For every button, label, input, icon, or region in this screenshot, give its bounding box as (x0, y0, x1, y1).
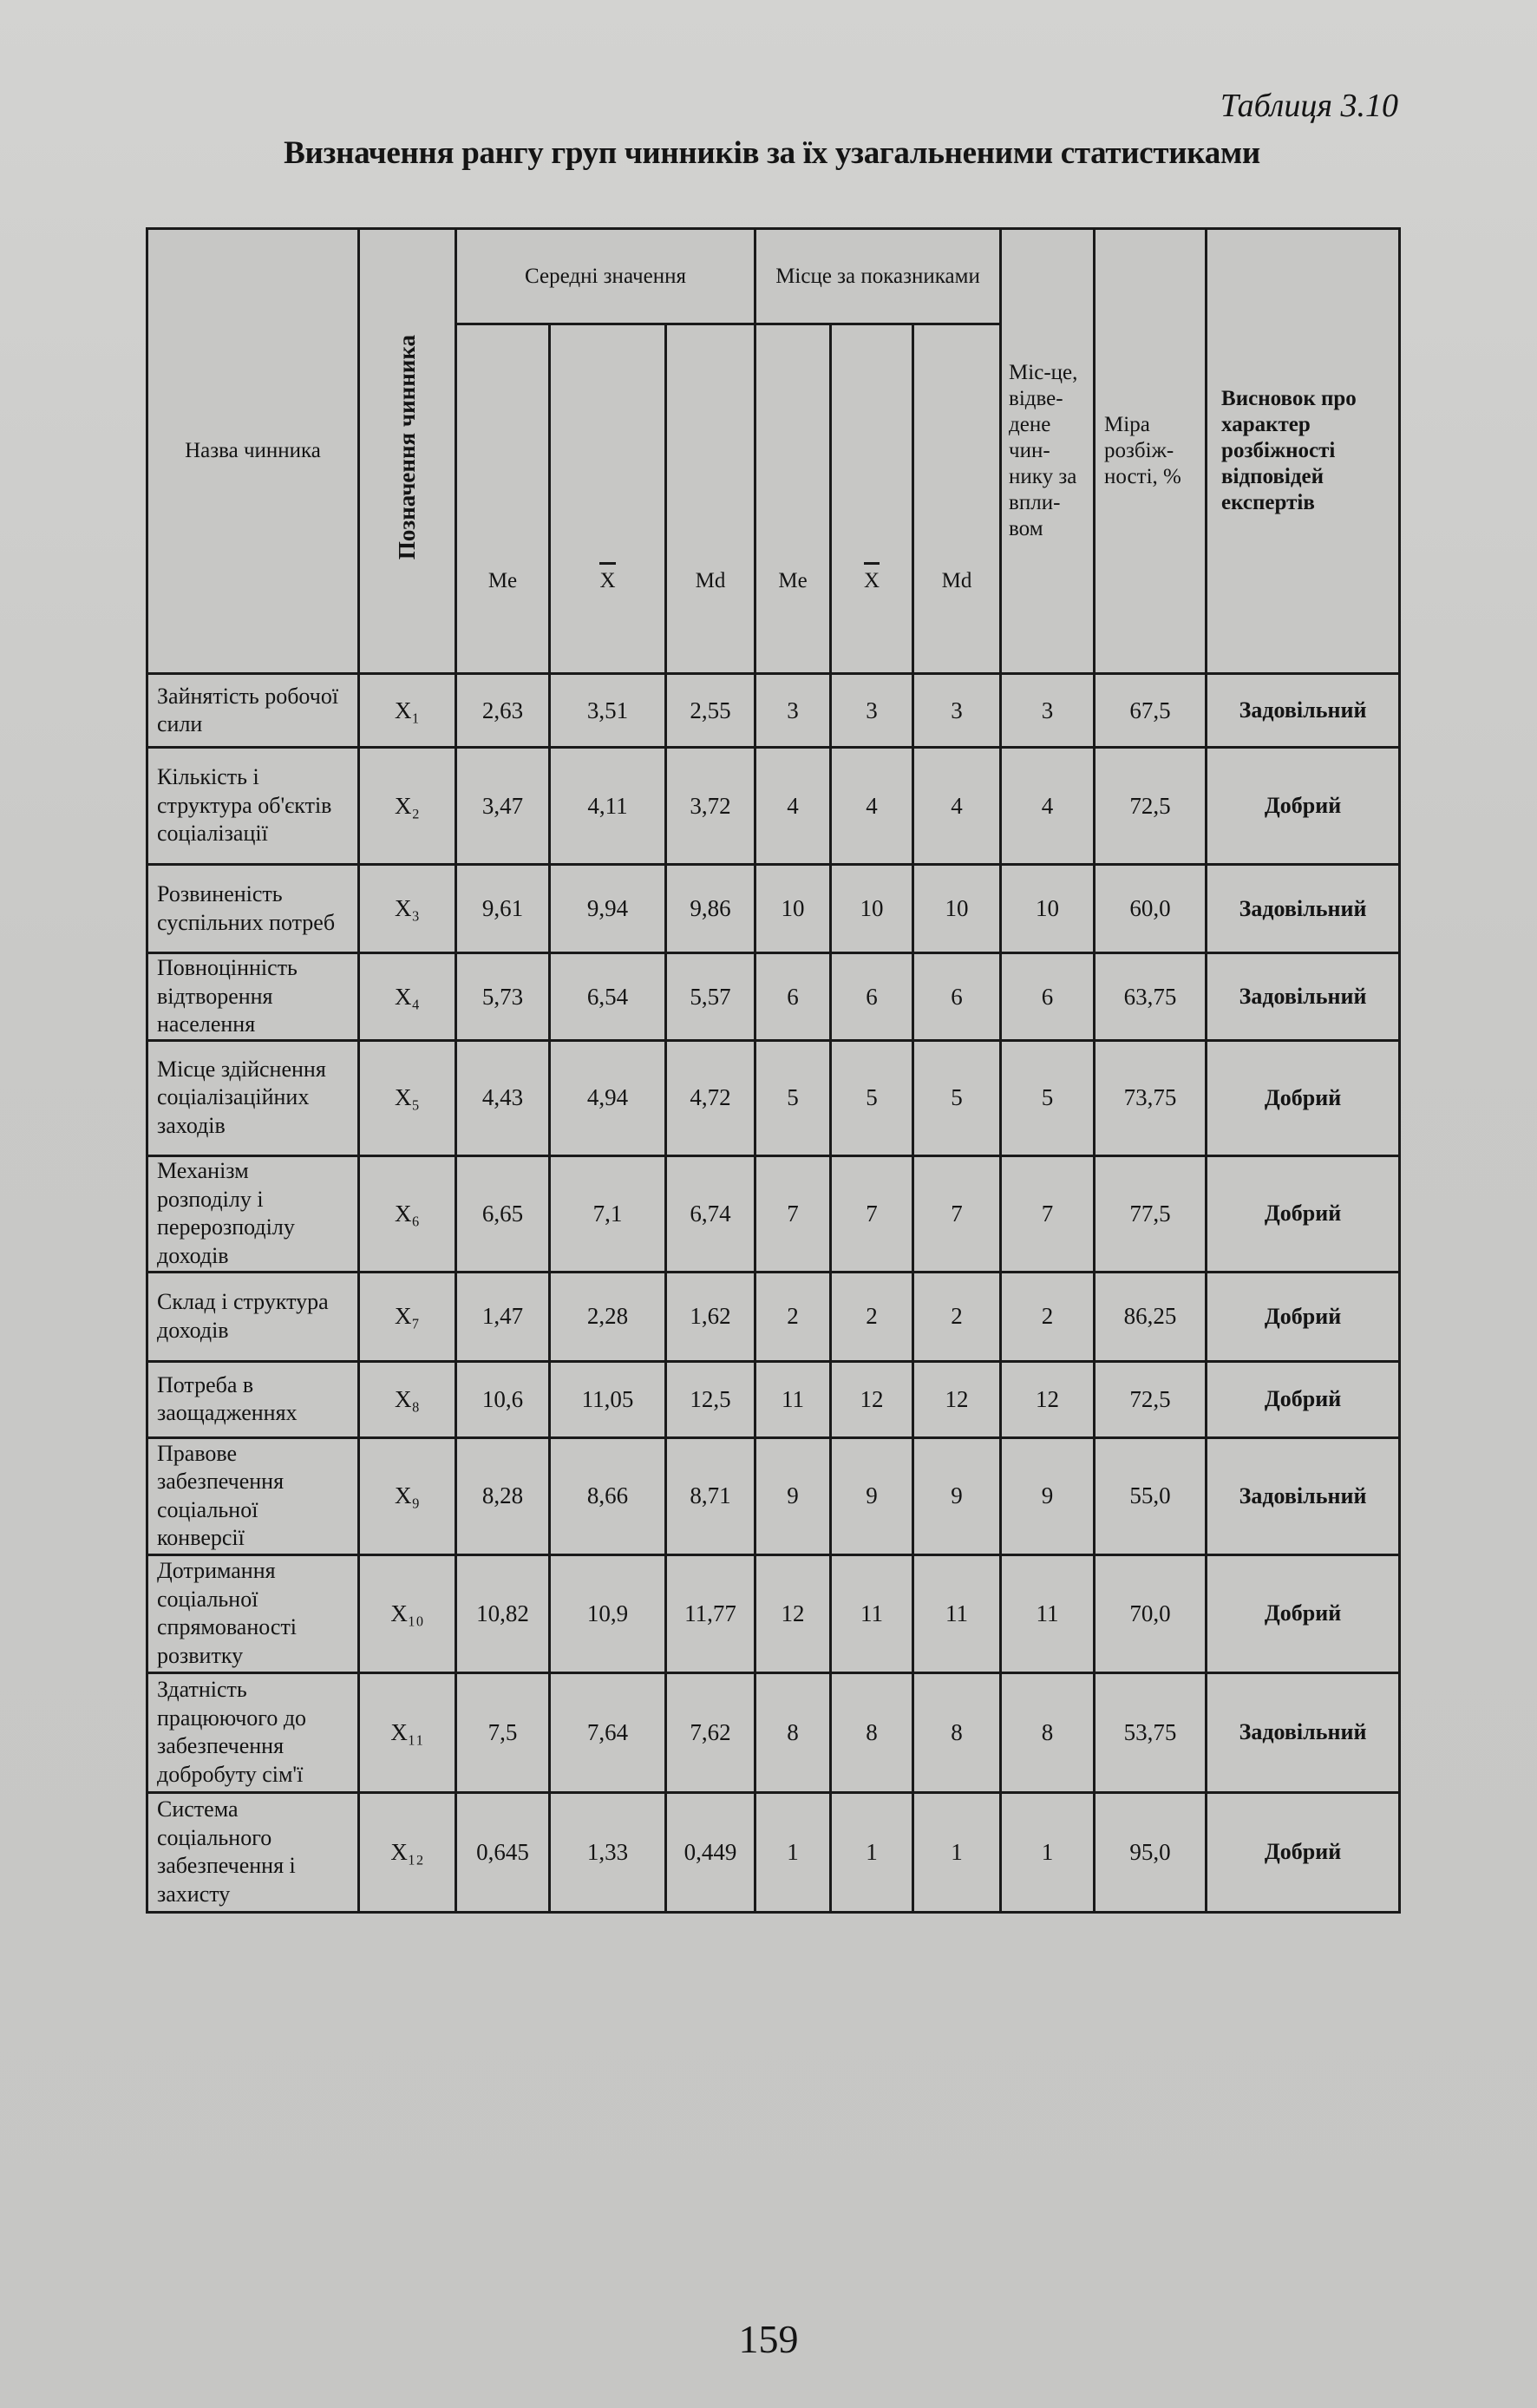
cell-rank-me: 10 (755, 865, 831, 953)
cell-conclusion: Задовільний (1207, 953, 1400, 1041)
cell-conclusion: Задовільний (1207, 674, 1400, 748)
cell-rank-md: 4 (913, 748, 1001, 865)
cell-mean-me: 2,63 (456, 674, 550, 748)
cell-divergence: 70,0 (1095, 1554, 1207, 1672)
cell-mean-me: 8,28 (456, 1437, 550, 1554)
cell-name: Здатність працюючого до забезпечення добробуту сім'ї (147, 1672, 359, 1792)
cell-divergence: 86,25 (1095, 1272, 1207, 1361)
cell-name: Кількість і структура об'єктів соціалізації (147, 748, 359, 865)
cell-mean-me: 1,47 (456, 1272, 550, 1361)
cell-designation: X₁ (359, 674, 456, 748)
cell-place-assigned: 12 (1001, 1361, 1095, 1437)
sub-header-md: Md (666, 324, 755, 674)
cell-divergence: 53,75 (1095, 1672, 1207, 1792)
cell-conclusion: Задовільний (1207, 1437, 1400, 1554)
cell-name: Склад і структура доходів (147, 1272, 359, 1361)
cell-place-assigned: 4 (1001, 748, 1095, 865)
cell-rank-md: 2 (913, 1272, 1001, 1361)
cell-conclusion: Задовільний (1207, 865, 1400, 953)
cell-rank-x: 1 (831, 1792, 913, 1912)
cell-conclusion: Добрий (1207, 1554, 1400, 1672)
cell-divergence: 67,5 (1095, 674, 1207, 748)
page-number: 159 (738, 2317, 799, 2361)
cell-name: Механізм розподілу і перерозподілу доходів (147, 1155, 359, 1272)
cell-mean-x: 9,94 (550, 865, 666, 953)
cell-mean-md: 4,72 (666, 1040, 755, 1155)
cell-place-assigned: 9 (1001, 1437, 1095, 1554)
table-row (147, 1554, 1400, 1672)
cell-mean-x: 8,66 (550, 1437, 666, 1554)
cell-rank-md: 8 (913, 1672, 1001, 1792)
cell-rank-md: 5 (913, 1040, 1001, 1155)
cell-conclusion: Добрий (1207, 1361, 1400, 1437)
cell-rank-me: 7 (755, 1155, 831, 1272)
cell-rank-x: 2 (831, 1272, 913, 1361)
cell-rank-me: 4 (755, 748, 831, 865)
cell-mean-me: 0,645 (456, 1792, 550, 1912)
cell-rank-x: 4 (831, 748, 913, 865)
cell-name: Розвиненість суспільних потреб (147, 865, 359, 953)
cell-name: Правове забезпечення соціальної конверсії (147, 1437, 359, 1554)
cell-designation: X₈ (359, 1361, 456, 1437)
cell-mean-md: 3,72 (666, 748, 755, 865)
cell-mean-md: 0,449 (666, 1792, 755, 1912)
cell-rank-md: 12 (913, 1361, 1001, 1437)
cell-rank-md: 9 (913, 1437, 1001, 1554)
cell-rank-x: 3 (831, 674, 913, 748)
cell-mean-md: 12,5 (666, 1361, 755, 1437)
cell-rank-x: 10 (831, 865, 913, 953)
cell-name: Потреба в заощадженнях (147, 1361, 359, 1437)
cell-rank-x: 5 (831, 1040, 913, 1155)
cell-rank-me: 12 (755, 1554, 831, 1672)
cell-divergence: 63,75 (1095, 953, 1207, 1041)
cell-conclusion: Задовільний (1207, 1672, 1400, 1792)
cell-name: Повноцінність відтворення населення (147, 953, 359, 1041)
cell-divergence: 60,0 (1095, 865, 1207, 953)
cell-rank-x: 11 (831, 1554, 913, 1672)
cell-designation: X₁₂ (359, 1792, 456, 1912)
cell-mean-x: 11,05 (550, 1361, 666, 1437)
cell-rank-x: 6 (831, 953, 913, 1041)
cell-divergence: 72,5 (1095, 1361, 1207, 1437)
cell-rank-md: 7 (913, 1155, 1001, 1272)
header-place-by: Місце за показниками (755, 229, 1001, 324)
cell-mean-x: 3,51 (550, 674, 666, 748)
cell-divergence: 77,5 (1095, 1155, 1207, 1272)
cell-rank-x: 9 (831, 1437, 913, 1554)
cell-conclusion: Добрий (1207, 1272, 1400, 1361)
cell-mean-x: 10,9 (550, 1554, 666, 1672)
cell-mean-x: 7,64 (550, 1672, 666, 1792)
cell-rank-x: 12 (831, 1361, 913, 1437)
table-row (147, 1792, 1400, 1912)
cell-designation: X₉ (359, 1437, 456, 1554)
table-row (147, 1040, 1400, 1155)
header-divergence: Міра розбіж-ності, % (1095, 229, 1207, 674)
table-label: Таблиця 3.10 (1220, 88, 1398, 124)
cell-mean-me: 10,82 (456, 1554, 550, 1672)
cell-place-assigned: 3 (1001, 674, 1095, 748)
cell-rank-md: 6 (913, 953, 1001, 1041)
sub-header-rank-md: Md (913, 324, 1001, 674)
cell-mean-x: 4,94 (550, 1040, 666, 1155)
cell-designation: X₁₁ (359, 1672, 456, 1792)
cell-mean-md: 7,62 (666, 1672, 755, 1792)
cell-designation: X₁₀ (359, 1554, 456, 1672)
cell-rank-md: 11 (913, 1554, 1001, 1672)
cell-mean-x: 6,54 (550, 953, 666, 1041)
header-place-assigned: Міс-це, відве-дене чин-нику за впли-вом (1001, 229, 1095, 674)
cell-rank-me: 8 (755, 1672, 831, 1792)
cell-mean-x: 2,28 (550, 1272, 666, 1361)
cell-mean-md: 2,55 (666, 674, 755, 748)
table-row (147, 674, 1400, 748)
cell-mean-me: 9,61 (456, 865, 550, 953)
cell-place-assigned: 7 (1001, 1155, 1095, 1272)
table-body (147, 674, 1400, 1913)
cell-mean-x: 7,1 (550, 1155, 666, 1272)
cell-rank-me: 5 (755, 1040, 831, 1155)
cell-rank-me: 3 (755, 674, 831, 748)
cell-rank-md: 3 (913, 674, 1001, 748)
cell-place-assigned: 8 (1001, 1672, 1095, 1792)
cell-rank-x: 8 (831, 1672, 913, 1792)
header-mean-values: Середні значення (456, 229, 755, 324)
sub-header-me: Me (456, 324, 550, 674)
cell-divergence: 55,0 (1095, 1437, 1207, 1554)
cell-place-assigned: 10 (1001, 865, 1095, 953)
table-title: Визначення рангу груп чинників за їх узагальненими статистиками (284, 135, 1260, 171)
cell-rank-me: 9 (755, 1437, 831, 1554)
sub-header-x-mean (550, 324, 666, 674)
cell-divergence: 73,75 (1095, 1040, 1207, 1155)
table-row (147, 1361, 1400, 1437)
cell-mean-md: 9,86 (666, 865, 755, 953)
cell-mean-me: 7,5 (456, 1672, 550, 1792)
factor-rank-table (146, 227, 1401, 1914)
cell-designation: X₆ (359, 1155, 456, 1272)
cell-conclusion: Добрий (1207, 748, 1400, 865)
x-bar-text: X (599, 562, 615, 594)
table-row (147, 1437, 1400, 1554)
cell-place-assigned: 2 (1001, 1272, 1095, 1361)
cell-mean-md: 8,71 (666, 1437, 755, 1554)
cell-place-assigned: 11 (1001, 1554, 1095, 1672)
cell-name: Система соціального забезпечення і захисту (147, 1792, 359, 1912)
table-row (147, 1672, 1400, 1792)
table-row (147, 865, 1400, 953)
cell-mean-me: 6,65 (456, 1155, 550, 1272)
cell-conclusion: Добрий (1207, 1155, 1400, 1272)
cell-rank-md: 10 (913, 865, 1001, 953)
sub-header-rank-me: Me (755, 324, 831, 674)
header-name: Назва чинника (147, 229, 359, 674)
header-designation (359, 229, 456, 674)
cell-mean-me: 4,43 (456, 1040, 550, 1155)
cell-place-assigned: 6 (1001, 953, 1095, 1041)
cell-mean-me: 10,6 (456, 1361, 550, 1437)
x-bar-text: X (864, 562, 880, 594)
cell-name: Місце здійснення соціалізаційних заходів (147, 1040, 359, 1155)
cell-divergence: 72,5 (1095, 748, 1207, 865)
cell-place-assigned: 5 (1001, 1040, 1095, 1155)
table-row (147, 1155, 1400, 1272)
cell-rank-me: 1 (755, 1792, 831, 1912)
cell-name: Зайнятість робочої сили (147, 674, 359, 748)
table-row (147, 1272, 1400, 1361)
table-row (147, 748, 1400, 865)
cell-designation: X₄ (359, 953, 456, 1041)
table-row (147, 953, 1400, 1041)
cell-conclusion: Добрий (1207, 1792, 1400, 1912)
cell-rank-me: 2 (755, 1272, 831, 1361)
cell-mean-me: 5,73 (456, 953, 550, 1041)
cell-mean-me: 3,47 (456, 748, 550, 865)
cell-designation: X₃ (359, 865, 456, 953)
cell-divergence: 95,0 (1095, 1792, 1207, 1912)
cell-designation: X₅ (359, 1040, 456, 1155)
header-designation-text: Позначення чинника (394, 335, 421, 560)
cell-rank-md: 1 (913, 1792, 1001, 1912)
cell-mean-md: 5,57 (666, 953, 755, 1041)
cell-rank-me: 6 (755, 953, 831, 1041)
cell-mean-x: 1,33 (550, 1792, 666, 1912)
cell-mean-x: 4,11 (550, 748, 666, 865)
cell-designation: X₂ (359, 748, 456, 865)
cell-mean-md: 6,74 (666, 1155, 755, 1272)
cell-conclusion: Добрий (1207, 1040, 1400, 1155)
cell-rank-me: 11 (755, 1361, 831, 1437)
cell-designation: X₇ (359, 1272, 456, 1361)
header-conclusion: Висновок про характер розбіжності відповідей експертів (1207, 229, 1400, 674)
cell-place-assigned: 1 (1001, 1792, 1095, 1912)
cell-mean-md: 11,77 (666, 1554, 755, 1672)
cell-rank-x: 7 (831, 1155, 913, 1272)
cell-mean-md: 1,62 (666, 1272, 755, 1361)
cell-name: Дотримання соціальної спрямованості розвитку (147, 1554, 359, 1672)
sub-header-rank-x (831, 324, 913, 674)
